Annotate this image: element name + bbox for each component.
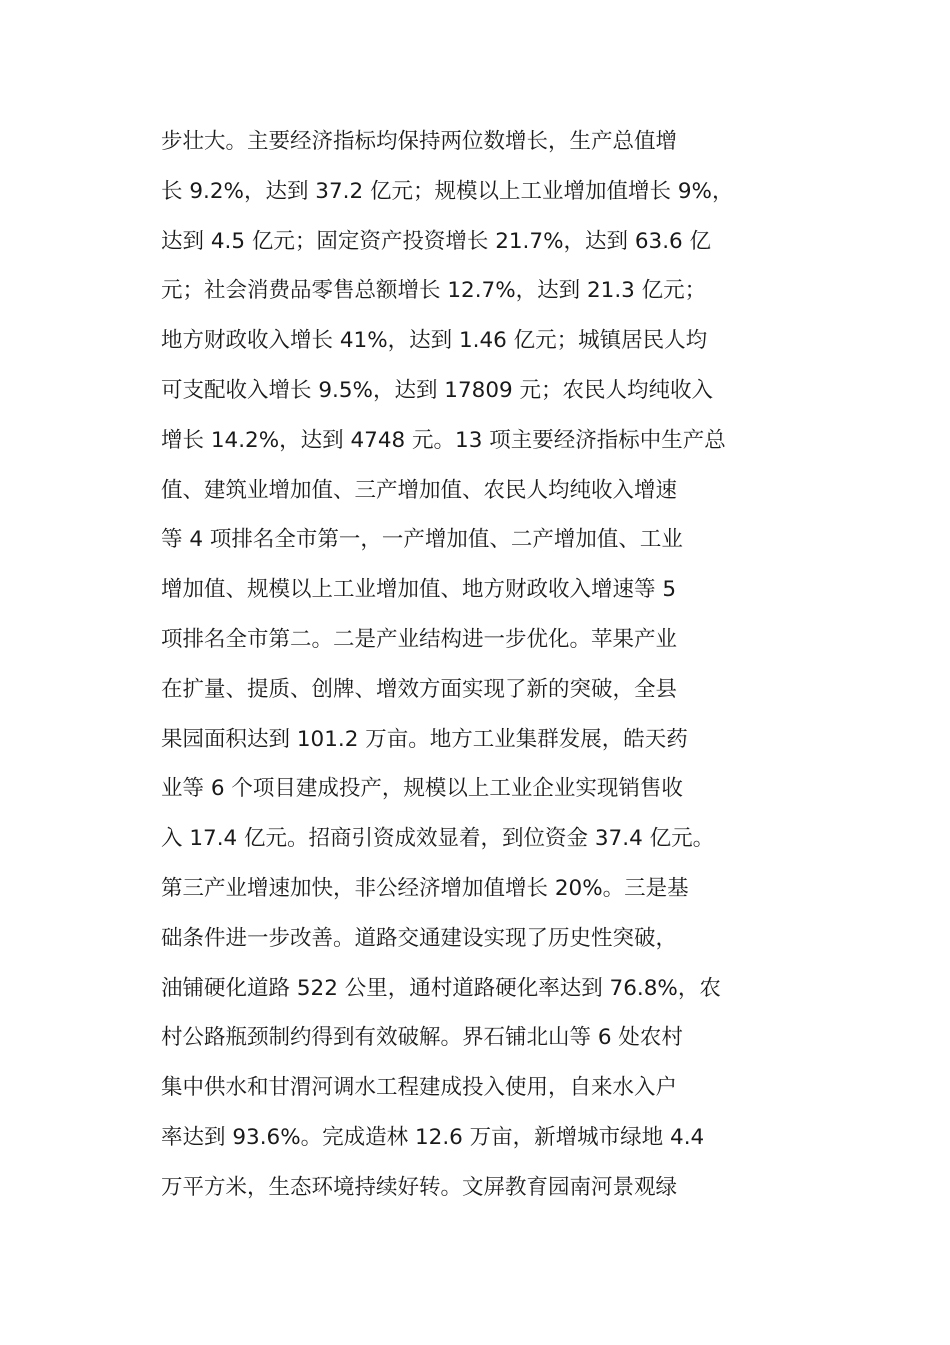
text-line: 村公路瓶颈制约得到有效破解。界石铺北山等 6 处农村 bbox=[161, 1025, 683, 1051]
text-line: 可支配收入增长 9.5%，达到 17809 元；农民人均纯收入 bbox=[161, 377, 714, 403]
text-line: 增长 14.2%，达到 4748 元。13 项主要经济指标中生产总 bbox=[161, 427, 726, 453]
text-line: 果园面积达到 101.2 万亩。地方工业集群发展，皓天药 bbox=[161, 726, 688, 752]
text-line: 步壮大。主要经济指标均保持两位数增长，生产总值增 bbox=[161, 129, 678, 154]
text-line: 础条件进一步改善。道路交通建设实现了历史性突破， bbox=[161, 925, 678, 951]
text-line: 长 9.2%，达到 37.2 亿元；规模以上工业增加值增长 9%， bbox=[161, 178, 734, 204]
text-line: 项排名全市第二。二是产业结构进一步优化。苹果产业 bbox=[161, 626, 678, 652]
text-line: 达到 4.5 亿元；固定资产投资增长 21.7%，达到 63.6 亿 bbox=[161, 228, 712, 254]
text-line: 第三产业增速加快，非公经济增加值增长 20%。三是基 bbox=[161, 875, 689, 901]
text-line: 业等 6 个项目建成投产，规模以上工业企业实现销售收 bbox=[161, 776, 683, 802]
text-line: 等 4 项排名全市第一，一产增加值、二产增加值、工业 bbox=[161, 527, 683, 553]
text-line: 万平方米，生态环境持续好转。文屏教育园南河景观绿 bbox=[161, 1174, 678, 1200]
text-line: 集中供水和甘渭河调水工程建成投入使用，自来水入户 bbox=[161, 1075, 678, 1101]
text-line: 地方财政收入增长 41%，达到 1.46 亿元；城镇居民人均 bbox=[161, 328, 708, 354]
text-line: 元；社会消费品零售总额增长 12.7%，达到 21.3 亿元； bbox=[161, 278, 707, 304]
text-line: 增加值、规模以上工业增加值、地方财政收入增速等 5 bbox=[161, 577, 677, 603]
text-line: 入 17.4 亿元。招商引资成效显着，到位资金 37.4 亿元。 bbox=[161, 826, 715, 852]
body-text bbox=[161, 122, 791, 1218]
text-line: 油铺硬化道路 522 公里，通村道路硬化率达到 76.8%，农 bbox=[161, 975, 721, 1001]
text-line: 值、建筑业增加值、三产增加值、农民人均纯收入增速 bbox=[161, 477, 678, 503]
text-line: 率达到 93.6%。完成造林 12.6 万亩，新增城市绿地 4.4 bbox=[161, 1124, 705, 1150]
text-line: 在扩量、提质、创牌、增效方面实现了新的突破，全县 bbox=[161, 676, 678, 702]
